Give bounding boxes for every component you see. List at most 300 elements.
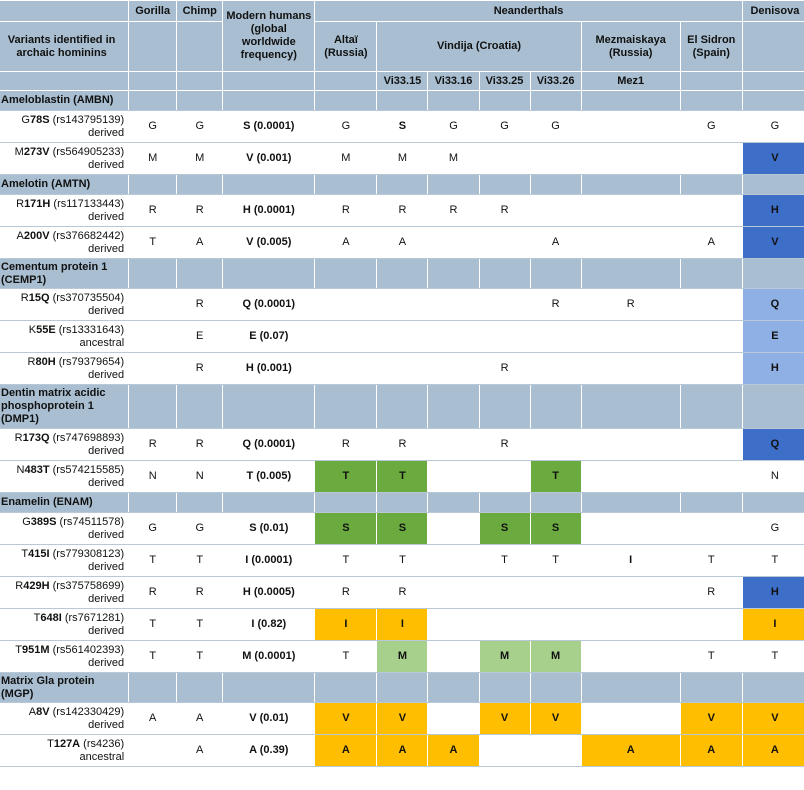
header-modern-humans [223,1,315,72]
allele-cell: V [479,703,530,735]
allele-cell [377,289,428,321]
allele-cell [428,353,479,385]
group-header-cell [377,493,428,513]
variant-status: derived [88,242,125,255]
allele-cell [530,353,581,385]
group-header-cell [377,91,428,111]
allele-cell [129,289,177,321]
allele-cell: T [680,545,742,577]
allele-cell: M [377,641,428,673]
variant-status: derived [88,444,125,457]
allele-cell [530,577,581,609]
allele-cell: E (0.07) [223,321,315,353]
allele-cell: G [177,513,223,545]
allele-cell [315,353,377,385]
variant-rsid: (rs564905233) [49,145,125,158]
allele-cell: R [479,429,530,461]
variant-rsid: (rs117133443) [50,197,125,210]
header-denisova-sub [742,22,804,72]
variant-rsid: (rs143795139) [49,113,125,126]
group-name: Dentin matrix acidic phosphoprotein 1 (DMP1) [0,385,129,429]
allele-cell: V [680,703,742,735]
allele-cell: H [742,195,804,227]
group-header-cell [581,493,680,513]
allele-cell: A [680,735,742,767]
allele-cell: R [315,429,377,461]
group-header-cell [129,493,177,513]
group-header-cell [428,175,479,195]
header-mez1: Mez1 [581,72,680,91]
variant-ref: A [28,705,37,718]
allele-cell [479,461,530,493]
variant-status: derived [88,476,125,489]
group-header-cell [223,493,315,513]
variant-cell [0,461,129,493]
variant-change: 389S [30,515,57,528]
variant-ref: G [22,515,31,528]
allele-cell [581,641,680,673]
group-header-row [0,385,804,429]
allele-cell: T [315,641,377,673]
group-header-cell [377,259,428,289]
allele-cell: G [315,111,377,143]
allele-cell: R [315,195,377,227]
header-chimp: Chimp [177,1,223,22]
group-header-cell [177,259,223,289]
group-name: Amelotin (AMTN) [0,175,129,195]
allele-cell [530,195,581,227]
allele-cell: E [177,321,223,353]
group-header-cell [223,91,315,111]
variant-ref: M [14,145,24,158]
allele-cell: A [177,735,223,767]
allele-cell: I [742,609,804,641]
group-header-cell [479,259,530,289]
group-header-cell [530,493,581,513]
variant-ref: T [33,611,41,624]
allele-cell: G [177,111,223,143]
variant-change: 8V [36,705,50,718]
header-mezmaiskaya: Mezmaiskaya (Russia) [581,22,680,72]
variant-change: 15Q [28,291,50,304]
variant-rsid: (rs74511578) [56,515,125,528]
allele-cell: A [428,735,479,767]
header-r3-blank1 [0,72,129,91]
variant-change: 483T [24,463,50,476]
allele-cell: R [129,577,177,609]
header-denisova: Denisova [742,1,804,22]
allele-cell [129,353,177,385]
allele-cell [581,111,680,143]
allele-cell: N [129,461,177,493]
variant-change: 173Q [22,431,50,444]
variant-change: 78S [29,113,50,126]
allele-cell [530,609,581,641]
table-body [0,91,804,767]
variant-status: derived [88,368,125,381]
allele-cell: A [530,227,581,259]
header-chimp-sub [177,22,223,72]
variant-row [0,353,804,385]
group-header-cell [680,493,742,513]
allele-cell: R [530,289,581,321]
group-header-cell [315,259,377,289]
allele-cell: S (0.0001) [223,111,315,143]
group-header-cell [129,673,177,703]
variant-row [0,143,804,175]
allele-cell [530,143,581,175]
group-header-cell [680,175,742,195]
allele-cell: G [479,111,530,143]
modern-humans-sub: (global worldwide frequency) [240,23,297,61]
variant-row [0,321,804,353]
allele-cell: M [479,641,530,673]
group-header-cell [377,673,428,703]
header-r3-blank4 [223,72,315,91]
allele-cell: M [315,143,377,175]
allele-cell [315,321,377,353]
variant-status: derived [88,718,125,731]
allele-cell [581,513,680,545]
allele-cell: R [680,577,742,609]
variant-row [0,513,804,545]
header-neanderthals: Neanderthals [315,1,742,22]
allele-cell: T [377,545,428,577]
allele-cell: M [177,143,223,175]
header-vi3316: Vi33.16 [428,72,479,91]
allele-cell: H (0.0001) [223,195,315,227]
group-name: Ameloblastin (AMBN) [0,91,129,111]
allele-cell: H [742,577,804,609]
allele-cell: G [742,111,804,143]
variant-row [0,227,804,259]
group-header-cell [680,91,742,111]
allele-cell: T [129,641,177,673]
variant-row [0,289,804,321]
allele-cell: T [742,545,804,577]
variant-row [0,545,804,577]
variant-status: derived [88,624,125,637]
variant-change: 429H [23,579,50,592]
group-header-row [0,493,804,513]
allele-cell [428,545,479,577]
allele-cell [680,461,742,493]
allele-cell: R [377,577,428,609]
allele-cell: A [177,703,223,735]
allele-cell: T [129,227,177,259]
allele-cell [581,609,680,641]
allele-cell: T [129,609,177,641]
allele-cell [479,577,530,609]
group-header-row [0,175,804,195]
header-vi3325: Vi33.25 [479,72,530,91]
group-header-cell [223,673,315,703]
header-r3-blank2 [129,72,177,91]
allele-cell: I [581,545,680,577]
allele-cell [428,577,479,609]
allele-cell: G [530,111,581,143]
group-header-cell [129,91,177,111]
group-header-cell [680,259,742,289]
group-header-cell [428,91,479,111]
allele-cell [581,577,680,609]
group-header-cell [129,259,177,289]
allele-cell: S [530,513,581,545]
allele-cell: T [177,545,223,577]
allele-cell: T [177,609,223,641]
group-header-cell [530,259,581,289]
variant-change: 127A [53,737,81,750]
group-header-cell [742,385,804,429]
variant-cell [0,227,129,259]
variant-cell [0,545,129,577]
variant-cell [0,111,129,143]
variant-cell [0,577,129,609]
allele-cell: A [581,735,680,767]
variant-rsid: (rs7671281) [61,611,125,624]
allele-cell: V [530,703,581,735]
variant-row [0,641,804,673]
group-header-cell [680,385,742,429]
group-header-cell [315,91,377,111]
variant-cell [0,641,129,673]
variant-status: derived [88,656,125,669]
allele-cell: N [177,461,223,493]
allele-cell [315,289,377,321]
group-header-cell [315,673,377,703]
group-header-cell [742,259,804,289]
allele-cell: T [315,461,377,493]
allele-cell [530,429,581,461]
variant-cell [0,289,129,321]
allele-cell: I (0.82) [223,609,315,641]
allele-cell: R [129,195,177,227]
allele-cell [428,429,479,461]
variant-rsid: (rs779308123) [49,547,125,560]
group-header-cell [428,259,479,289]
group-header-cell [530,175,581,195]
allele-cell: T [177,641,223,673]
allele-cell: A [742,735,804,767]
allele-cell: R [177,577,223,609]
header-vindija: Vindija (Croatia) [377,22,581,72]
allele-cell: R [428,195,479,227]
variant-ref: R [16,197,25,210]
allele-cell [581,143,680,175]
variant-row [0,577,804,609]
allele-cell: M [530,641,581,673]
header-gorilla-sub [129,22,177,72]
allele-cell: M (0.0001) [223,641,315,673]
variant-rsid: (rs4236) [80,737,125,750]
group-header-row [0,91,804,111]
allele-cell: Q (0.0001) [223,429,315,461]
allele-cell: I (0.0001) [223,545,315,577]
variant-rsid: (rs561402393) [49,643,125,656]
group-header-cell [581,91,680,111]
group-header-cell [377,385,428,429]
allele-cell [680,513,742,545]
allele-cell: A [680,227,742,259]
variant-row [0,111,804,143]
variant-row [0,461,804,493]
variant-change: 648I [40,611,62,624]
allele-cell: Q [742,289,804,321]
variant-ref: R [27,355,36,368]
allele-cell: S (0.01) [223,513,315,545]
allele-cell: Q (0.0001) [223,289,315,321]
variant-rsid: (rs13331643) [55,323,125,336]
allele-cell [428,641,479,673]
allele-cell [581,321,680,353]
allele-cell [479,609,530,641]
group-name: Matrix Gla protein (MGP) [0,673,129,703]
variant-rsid: (rs574215585) [49,463,125,476]
variant-status: derived [88,528,125,541]
header-altai: Altaï (Russia) [315,22,377,72]
allele-cell: V [315,703,377,735]
allele-cell [377,321,428,353]
variant-change: 951M [22,643,50,656]
group-header-cell [315,175,377,195]
allele-cell: A (0.39) [223,735,315,767]
allele-cell [479,735,530,767]
group-header-cell [223,385,315,429]
group-header-row [0,259,804,289]
variant-cell [0,195,129,227]
variant-ref: R [20,291,29,304]
header-r3-blank3 [177,72,223,91]
allele-cell: T [129,545,177,577]
allele-cell: M [129,143,177,175]
allele-cell [680,143,742,175]
variant-ref: A [16,229,24,242]
variant-ref: R [15,579,24,592]
allele-cell [129,321,177,353]
allele-cell: A [377,227,428,259]
allele-cell [581,227,680,259]
allele-cell: T [479,545,530,577]
variant-row [0,703,804,735]
allele-cell: R [177,289,223,321]
variant-cell [0,513,129,545]
header-r3-blank6 [680,72,742,91]
group-header-cell [742,91,804,111]
variant-status: derived [88,158,125,171]
variant-cell [0,609,129,641]
variant-rsid: (rs376682442) [49,229,125,242]
group-header-cell [177,673,223,703]
table-header [0,1,804,91]
variant-status: derived [88,592,125,605]
allele-cell: H (0.001) [223,353,315,385]
allele-cell: V [742,703,804,735]
allele-cell [680,609,742,641]
allele-cell: I [315,609,377,641]
allele-cell: R [581,289,680,321]
allele-cell [479,289,530,321]
variant-ref: T [47,737,54,750]
group-header-cell [479,175,530,195]
allele-cell [129,735,177,767]
allele-cell [530,735,581,767]
allele-cell: V [742,227,804,259]
group-header-cell [479,385,530,429]
variant-rsid: (rs747698893) [49,431,125,444]
group-header-cell [129,175,177,195]
variant-row [0,735,804,767]
allele-cell: T (0.005) [223,461,315,493]
allele-cell [581,353,680,385]
modern-humans-label: Modern humans [226,10,312,22]
group-header-row [0,673,804,703]
allele-cell: V (0.001) [223,143,315,175]
group-header-cell [428,673,479,703]
allele-cell [428,513,479,545]
variant-ref: K [28,323,37,336]
group-header-cell [315,493,377,513]
allele-cell: M [377,143,428,175]
allele-cell [680,195,742,227]
variant-cell [0,353,129,385]
allele-cell [680,429,742,461]
variant-cell [0,735,129,767]
allele-cell: S [377,513,428,545]
group-header-cell [315,385,377,429]
allele-cell: V [377,703,428,735]
allele-cell [680,289,742,321]
allele-cell [581,703,680,735]
allele-cell: H [742,353,804,385]
allele-cell: A [177,227,223,259]
allele-cell [479,321,530,353]
allele-cell: T [530,461,581,493]
group-header-cell [177,91,223,111]
allele-cell: G [680,111,742,143]
group-header-cell [177,493,223,513]
group-header-cell [742,673,804,703]
allele-cell [581,461,680,493]
variant-status: ancestral [79,336,125,349]
allele-cell: R [315,577,377,609]
variant-cell [0,429,129,461]
variant-change: 200V [23,229,50,242]
variant-status: derived [88,126,125,139]
allele-cell: A [315,227,377,259]
allele-cell: R [177,195,223,227]
variant-row [0,195,804,227]
allele-cell: G [428,111,479,143]
allele-cell: A [129,703,177,735]
group-header-cell [129,385,177,429]
allele-cell [377,353,428,385]
allele-cell [680,353,742,385]
variant-rsid: (rs375758699) [49,579,125,592]
allele-cell [581,429,680,461]
header-r3-blank5 [315,72,377,91]
allele-cell: G [129,513,177,545]
allele-cell: G [742,513,804,545]
variant-status: derived [88,560,125,573]
allele-cell: A [315,735,377,767]
variant-rsid: (rs142330429) [49,705,125,718]
variant-change: 273V [23,145,50,158]
allele-cell: V (0.005) [223,227,315,259]
group-header-cell [581,175,680,195]
variant-ref: T [15,643,23,656]
allele-cell: R [129,429,177,461]
group-header-cell [377,175,428,195]
